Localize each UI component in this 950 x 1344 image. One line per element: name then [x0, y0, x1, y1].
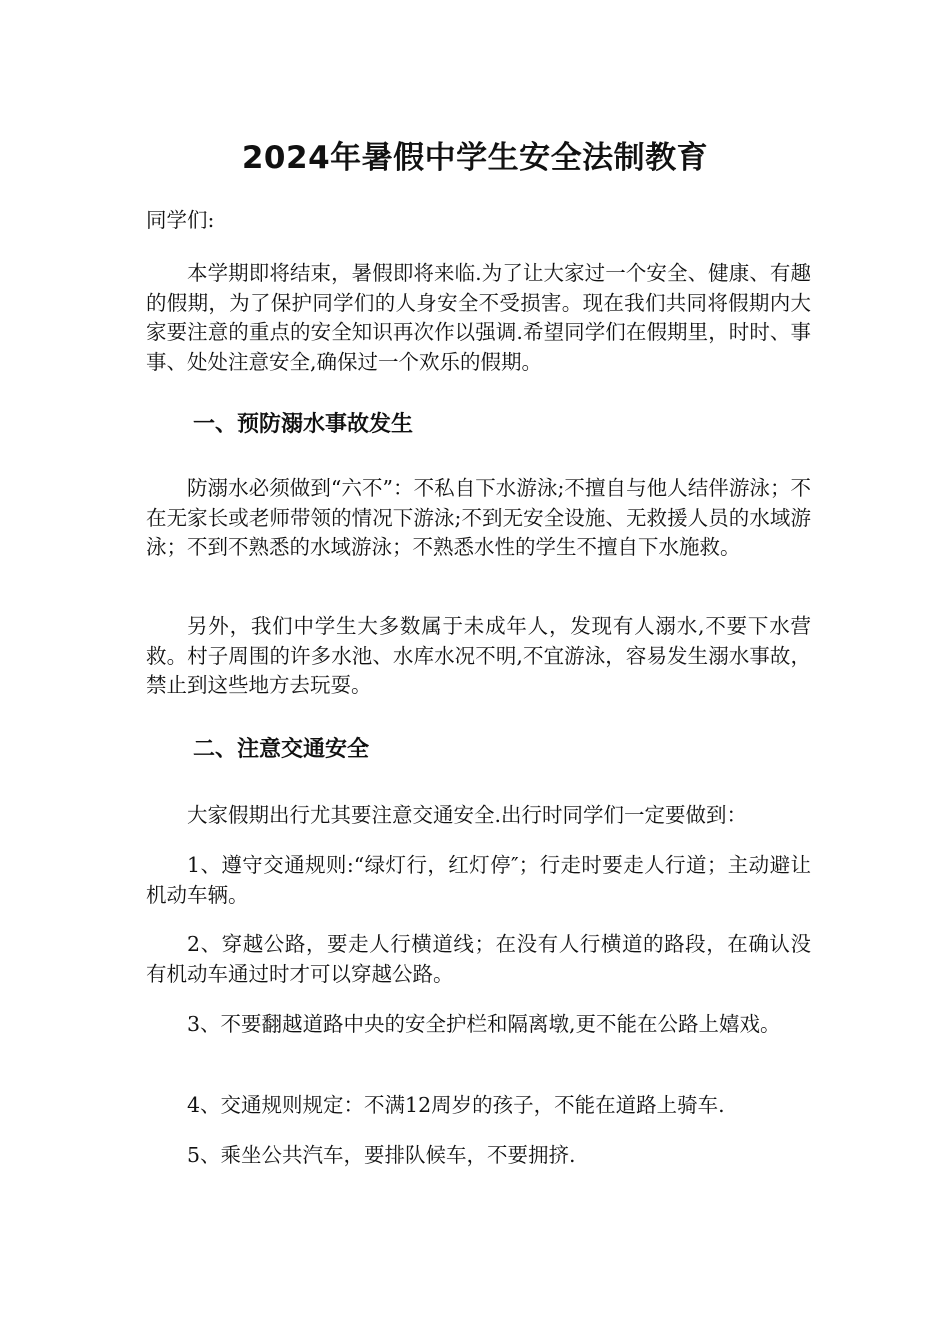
section-heading-traffic: 二、注意交通安全 — [193, 737, 370, 762]
drowning-paragraph-2: 另外，我们中学生大多数属于未成年人，发现有人溺水,不要下水营救。村子周围的许多水池、水库水况不明,不宜游泳，容易发生溺水事故，禁止到这些地方去玩耍。 — [146, 614, 811, 697]
document-title: 2024年暑假中学生安全法制教育 — [241, 140, 709, 176]
greeting: 同学们: — [146, 208, 215, 232]
traffic-rule-5: 5、乘坐公共汽车，要排队候车，不要拥挤. — [187, 1143, 576, 1167]
traffic-rule-3: 3、不要翻越道路中央的安全护栏和隔离墩,更不能在公路上嬉戏。 — [187, 1012, 781, 1036]
traffic-rule-4: 4、交通规则规定：不满12周岁的孩子，不能在道路上骑车. — [187, 1093, 725, 1117]
section-heading-drowning: 一、预防溺水事故发生 — [193, 412, 414, 437]
traffic-intro-paragraph: 大家假期出行尤其要注意交通安全.出行时同学们一定要做到： — [187, 803, 748, 827]
intro-paragraph: 本学期即将结束，暑假即将来临.为了让大家过一个安全、健康、有趣的假期，为了保护同学们的人身安全不受损害。现在我们共同将假期内大家要注意的重点的安全知识再次作以强调.希望同学们在假期里，时时、事事、处处注意安全,确保过一个欢乐的假期。 — [146, 261, 811, 374]
traffic-rule-2: 2、穿越公路，要走人行横道线；在没有人行横道的路段，在确认没有机动车通过时才可以穿越公路。 — [146, 932, 811, 986]
traffic-rule-1: 1、遵守交通规则:“绿灯行，红灯停″；行走时要走人行道；主动避让机动车辆。 — [146, 853, 811, 907]
drowning-paragraph-1: 防溺水必须做到“六不”：不私自下水游泳;不擅自与他人结伴游泳；不在无家长或老师带领的情况下游泳;不到无安全设施、无救援人员的水域游泳；不到不熟悉的水域游泳；不熟悉水性的学生不擅自下水施救。 — [146, 476, 811, 559]
